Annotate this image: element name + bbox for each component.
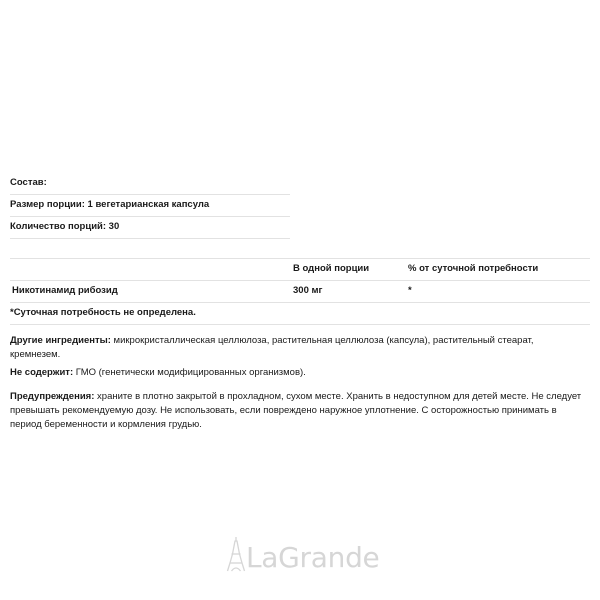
column-header-daily-value: % от суточной потребности: [408, 263, 539, 274]
nutrient-amount: 300 мг: [293, 285, 323, 296]
table-row: [10, 280, 590, 302]
watermark-text: LaGrande: [246, 541, 380, 574]
table-header-row: [10, 258, 590, 280]
supplement-facts-table: [10, 172, 590, 324]
facts-heading: Состав:: [10, 177, 47, 188]
free-from: [10, 366, 585, 380]
servings-count-row: [10, 216, 590, 238]
warnings: [10, 390, 585, 432]
divider: [10, 238, 290, 239]
serving-size: Размер порции: 1 вегетарианская капсула: [10, 199, 210, 210]
nutrient-daily-value: *: [408, 285, 412, 296]
other-ingredients: [10, 334, 585, 362]
free-from-label: Не содержит:: [10, 367, 74, 378]
servings-count: Количество порций: 30: [10, 221, 120, 232]
facts-heading-row: [10, 172, 590, 194]
footnote-row: [10, 302, 590, 324]
column-header-per-serving: В одной порции: [293, 263, 370, 274]
other-ingredients-text: микрокристаллическая целлюлоза, растительная целлюлоза (капсула), растительный стеарат, кремнезем.: [10, 335, 534, 360]
free-from-text: ГМО (генетически модифицированных организмов).: [73, 367, 306, 378]
warnings-text: храните в плотно закрытой в прохладном, сухом месте. Хранить в недоступном для детей месте. Не следует превышать рекомендуемую дозу. Не использовать, если повреждено наружное уплотнение. С осторожностью принимать в период беременности и кормления грудью.: [10, 391, 582, 430]
divider: [10, 324, 590, 325]
other-ingredients-label: Другие ингредиенты:: [10, 335, 111, 346]
nutrient-name: Никотинамид рибозид: [12, 285, 118, 296]
warnings-label: Предупреждения:: [10, 391, 95, 402]
serving-size-row: [10, 194, 590, 216]
footnote: *Суточная потребность не определена.: [10, 307, 196, 318]
divider: [10, 258, 590, 259]
watermark-logo: [226, 536, 379, 572]
eiffel-tower-icon: [226, 536, 246, 572]
